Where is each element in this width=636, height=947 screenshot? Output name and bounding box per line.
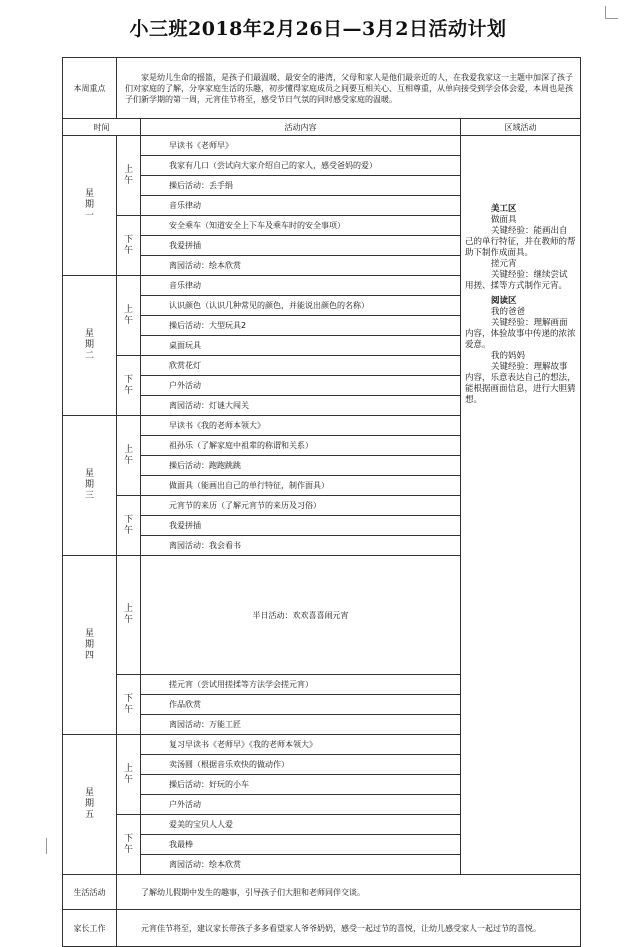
activity-item: 桌面玩具 (141, 336, 461, 356)
morning-label: 上午 (117, 735, 141, 815)
activity-item: 作品欣赏 (141, 695, 461, 715)
key-experience-label: 关键经验： (491, 226, 534, 236)
day-label (63, 556, 117, 735)
activity-item: 元宵节的来历（了解元宵节的来历及习俗） (141, 496, 461, 516)
header-time: 时间 (63, 119, 141, 136)
region-heading: 阅读区 (491, 296, 517, 306)
activity-item: 离园活动：万能工匠 (141, 715, 461, 735)
key-experience-text: 理解故事内容，乐意表达自己的想法，能根据画面信息，进行大胆猜想。 (465, 362, 576, 405)
header-region: 区域活动 (461, 119, 581, 136)
key-experience (465, 318, 576, 351)
focus-label: 本周重点 (63, 58, 117, 119)
day-label-char: 星 (84, 788, 94, 798)
day-label-char: 星 (84, 628, 94, 639)
day-label (63, 416, 117, 556)
activity-item: 搓元宵（尝试用搓揉等方法学会搓元宵） (141, 675, 461, 695)
region-item: 我的妈妈 (491, 351, 526, 361)
activity-item: 操后活动：好玩的小车 (141, 775, 461, 795)
activity-item: 做面具（能画出自己的单行特征，制作面具） (141, 476, 461, 496)
activity-item: 我最棒 (141, 835, 461, 855)
parent-work-row (63, 910, 581, 947)
day-label-char: 四 (84, 650, 94, 661)
day-label-char: 五 (84, 810, 94, 820)
afternoon-label: 下午 (117, 356, 141, 416)
activity-item: 我爱拼插 (141, 516, 461, 536)
activity-item: 我家有几口（尝试向大家介绍自己的家人，感受爸妈的爱） (141, 156, 461, 176)
morning-label: 上午 (117, 276, 141, 356)
key-experience-label: 关键经验： (491, 318, 534, 328)
day-label (63, 276, 117, 416)
activity-item: 认识颜色（认识几种常见的颜色，并能说出颜色的名称） (141, 296, 461, 316)
key-experience-label: 关键经验： (491, 270, 534, 280)
key-experience-text: 能画出自己的单行特征，并在教师的帮助下制作成面具。 (465, 226, 576, 258)
header-row (63, 119, 581, 136)
morning-label: 上午 (117, 416, 141, 496)
activity-item: 音乐律动 (141, 196, 461, 216)
activity-item: 欣赏花灯 (141, 356, 461, 376)
life-label: 生活活动 (63, 875, 117, 910)
afternoon-label: 下午 (117, 216, 141, 276)
key-experience-text: 理解画面内容，体验故事中传递的浓浓爱意。 (465, 318, 576, 350)
activity-plan-table (62, 57, 581, 947)
key-experience (465, 226, 576, 259)
afternoon-label: 下午 (117, 496, 141, 556)
activity-item: 离园活动：我会看书 (141, 536, 461, 556)
day-label-char: 一 (84, 211, 94, 221)
table-row (63, 136, 581, 156)
key-experience-text: 继续尝试用搓、揉等方式制作元宵。 (465, 270, 568, 291)
region-item: 我的爸爸 (491, 307, 526, 317)
region-spacer (465, 136, 576, 204)
day-label-char: 期 (84, 340, 94, 350)
region-item: 做面具 (491, 215, 517, 225)
corner-crop-mark (34, 838, 47, 854)
activity-item: 操后活动：大型玩具2 (141, 316, 461, 336)
activity-item: 音乐律动 (141, 276, 461, 296)
afternoon-label: 下午 (117, 815, 141, 875)
day-label-char: 星 (84, 189, 94, 199)
day-label-char: 二 (84, 351, 94, 361)
activity-item: 我爱拼插 (141, 236, 461, 256)
day-label-char: 期 (84, 480, 94, 490)
life-text: 了解幼儿假期中发生的趣事，引导孩子们大胆和老师同伴交谈。 (117, 875, 581, 910)
activity-item: 离园活动：灯谜大闯关 (141, 396, 461, 416)
focus-row (63, 58, 581, 119)
activity-item: 户外活动 (141, 376, 461, 396)
afternoon-label: 下午 (117, 675, 141, 735)
key-experience (465, 362, 576, 406)
page-title: 小三班2018年2月26日—3月2日活动计划 (129, 18, 507, 40)
header-activity: 活动内容 (141, 119, 461, 136)
activity-item: 操后活动：跑跑跳跳 (141, 456, 461, 476)
morning-label: 上午 (117, 136, 141, 216)
activity-item: 安全乘车（知道安全上下车及乘车时的安全事项） (141, 216, 461, 236)
activity-item: 离园活动：绘本欣赏 (141, 855, 461, 875)
corner-crop-mark (605, 6, 618, 19)
day-label (63, 136, 117, 276)
halfday-activity: 半日活动：欢欢喜喜闹元宵 (141, 556, 461, 675)
activity-item: 复习早读书《老师早》《我的老师本领大》 (141, 735, 461, 755)
activity-item: 早读书《我的老师本领大》 (141, 416, 461, 436)
key-experience (465, 270, 576, 292)
day-label-char: 三 (84, 491, 94, 501)
activity-item: 离园活动：绘本欣赏 (141, 256, 461, 276)
region-activities (461, 136, 581, 875)
day-label-char: 星 (84, 469, 94, 479)
activity-item: 祖孙乐（了解家庭中祖辈的称谓和关系） (141, 436, 461, 456)
activity-item: 户外活动 (141, 795, 461, 815)
life-activity-row (63, 875, 581, 910)
morning-label: 上午 (117, 556, 141, 675)
day-label-char: 期 (84, 639, 94, 650)
day-label-char: 期 (84, 200, 94, 210)
day-label-char: 星 (84, 329, 94, 339)
focus-text: 家是幼儿生命的摇篮，是孩子们最温暖、最安全的港湾，父母和家人是他们最亲近的人，在我爱我家这一主题中加深了孩子们对家庭的了解，分享家庭生活的乐趣，初步懂得家庭成员之间要互相关心、互相尊重，从单向接受到学会体会爱，本周也是孩子们新学期的第一周，元宵佳节将至，感受节日气氛的同时感受家庭的温暖。 (117, 58, 581, 119)
key-experience-label: 关键经验： (491, 362, 534, 372)
parents-text: 元宵佳节将至，建议家长带孩子多多看望家人爷爷奶奶，感受一起过节的喜悦，让幼儿感受家人一起过节的喜悦。 (117, 910, 581, 947)
activity-item: 早读书《老师早》 (141, 136, 461, 156)
activity-item: 爱美的宝贝人人爱 (141, 815, 461, 835)
activity-item: 操后活动：丢手绢 (141, 176, 461, 196)
region-heading: 美工区 (491, 204, 517, 214)
region-item: 搓元宵 (491, 259, 517, 269)
day-label-char: 期 (84, 799, 94, 809)
parents-label: 家长工作 (63, 910, 117, 947)
activity-item: 卖汤圆（根据音乐欢快的做动作） (141, 755, 461, 775)
